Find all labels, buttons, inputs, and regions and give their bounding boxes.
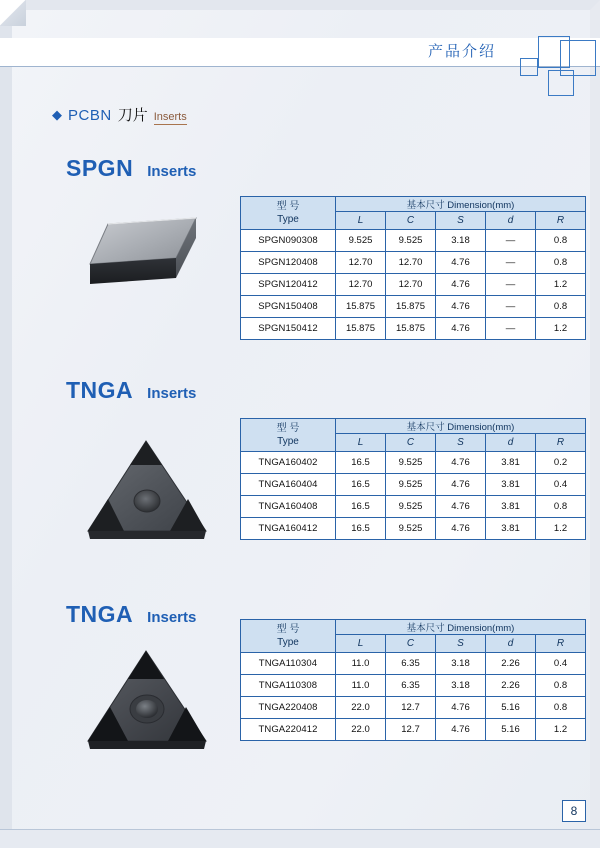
cell-r: 1.2 bbox=[536, 274, 586, 296]
table-row bbox=[241, 496, 586, 518]
spec-table-spgn bbox=[240, 196, 586, 340]
cell-type: TNGA110308 bbox=[241, 675, 336, 697]
cell-c: 6.35 bbox=[386, 675, 436, 697]
cell-r: 0.8 bbox=[536, 675, 586, 697]
cell-d: 2.26 bbox=[486, 653, 536, 675]
cell-s: 4.76 bbox=[436, 318, 486, 340]
decorative-squares bbox=[498, 36, 594, 100]
cell-d: 5.16 bbox=[486, 697, 536, 719]
cell-d: — bbox=[486, 318, 536, 340]
th-type bbox=[241, 197, 336, 230]
cell-r: 1.2 bbox=[536, 318, 586, 340]
cell-s: 4.76 bbox=[436, 719, 486, 741]
cell-l: 16.5 bbox=[336, 452, 386, 474]
cell-c: 15.875 bbox=[386, 296, 436, 318]
cell-s: 3.18 bbox=[436, 230, 486, 252]
cell-l: 12.70 bbox=[336, 252, 386, 274]
th-type-cn: 型 号 bbox=[276, 623, 300, 635]
block-title-tnga-160 bbox=[66, 377, 196, 404]
table-row bbox=[241, 697, 586, 719]
table-row bbox=[241, 474, 586, 496]
cell-d: — bbox=[486, 296, 536, 318]
cell-r: 0.2 bbox=[536, 452, 586, 474]
page-number: 8 bbox=[562, 800, 586, 822]
cell-d: — bbox=[486, 230, 536, 252]
th-col-s: S bbox=[436, 635, 486, 653]
cell-l: 22.0 bbox=[336, 719, 386, 741]
cell-d: 3.81 bbox=[486, 452, 536, 474]
cell-c: 12.70 bbox=[386, 252, 436, 274]
cell-type: SPGN150412 bbox=[241, 318, 336, 340]
cell-r: 1.2 bbox=[536, 719, 586, 741]
cell-l: 12.70 bbox=[336, 274, 386, 296]
table-header-row bbox=[241, 419, 586, 434]
cell-type: SPGN120408 bbox=[241, 252, 336, 274]
cell-d: 3.81 bbox=[486, 496, 536, 518]
cell-type: TNGA160408 bbox=[241, 496, 336, 518]
cell-s: 4.76 bbox=[436, 452, 486, 474]
cell-r: 0.8 bbox=[536, 252, 586, 274]
cell-r: 1.2 bbox=[536, 518, 586, 540]
block-code: TNGA bbox=[66, 601, 134, 627]
cell-r: 0.8 bbox=[536, 230, 586, 252]
table-row bbox=[241, 230, 586, 252]
cell-r: 0.8 bbox=[536, 296, 586, 318]
cell-l: 16.5 bbox=[336, 496, 386, 518]
cell-s: 4.76 bbox=[436, 496, 486, 518]
th-type-en: Type bbox=[277, 637, 299, 648]
cell-type: TNGA220408 bbox=[241, 697, 336, 719]
table-row bbox=[241, 274, 586, 296]
cell-s: 4.76 bbox=[436, 296, 486, 318]
cell-s: 3.18 bbox=[436, 653, 486, 675]
spec-table-tnga-160 bbox=[240, 418, 586, 540]
tnga-triangle-tipped-insert-illustration bbox=[78, 645, 218, 760]
block-suffix: Inserts bbox=[147, 385, 197, 402]
th-type-cn: 型 号 bbox=[276, 422, 300, 434]
cell-c: 15.875 bbox=[386, 318, 436, 340]
cell-s: 4.76 bbox=[436, 518, 486, 540]
cell-s: 4.76 bbox=[436, 274, 486, 296]
spec-table-tnga-110 bbox=[240, 619, 586, 741]
cell-c: 9.525 bbox=[386, 230, 436, 252]
section-label-en: Inserts bbox=[153, 111, 187, 123]
th-col-l: L bbox=[336, 212, 386, 230]
cell-r: 0.4 bbox=[536, 653, 586, 675]
th-col-r: R bbox=[536, 434, 586, 452]
cell-s: 4.76 bbox=[436, 474, 486, 496]
cell-l: 22.0 bbox=[336, 697, 386, 719]
th-dimension: 基本尺寸 Dimension(mm) bbox=[336, 197, 586, 212]
cell-l: 16.5 bbox=[336, 474, 386, 496]
th-col-d: d bbox=[486, 434, 536, 452]
page-corner-fold bbox=[0, 0, 26, 26]
th-col-d: d bbox=[486, 635, 536, 653]
table-row bbox=[241, 518, 586, 540]
th-col-l: L bbox=[336, 434, 386, 452]
block-code: SPGN bbox=[66, 155, 134, 181]
diamond-icon: ◆ bbox=[52, 107, 62, 122]
tnga-triangle-insert-illustration bbox=[78, 435, 218, 550]
section-label: PCBN bbox=[68, 107, 112, 124]
spgn-insert-illustration bbox=[78, 212, 218, 309]
th-col-l: L bbox=[336, 635, 386, 653]
block-suffix: Inserts bbox=[147, 609, 197, 626]
cell-c: 9.525 bbox=[386, 518, 436, 540]
cell-c: 12.70 bbox=[386, 274, 436, 296]
cell-l: 15.875 bbox=[336, 296, 386, 318]
table-row bbox=[241, 252, 586, 274]
block-code: TNGA bbox=[66, 377, 134, 403]
table-row bbox=[241, 675, 586, 697]
cell-d: 5.16 bbox=[486, 719, 536, 741]
cell-type: TNGA160404 bbox=[241, 474, 336, 496]
table-row bbox=[241, 653, 586, 675]
cell-type: TNGA160412 bbox=[241, 518, 336, 540]
cell-type: TNGA110304 bbox=[241, 653, 336, 675]
th-dimension: 基本尺寸 Dimension(mm) bbox=[336, 419, 586, 434]
th-type-en: Type bbox=[277, 436, 299, 447]
cell-type: SPGN090308 bbox=[241, 230, 336, 252]
th-col-c: C bbox=[386, 212, 436, 230]
cell-d: — bbox=[486, 274, 536, 296]
cell-l: 11.0 bbox=[336, 653, 386, 675]
cell-l: 11.0 bbox=[336, 675, 386, 697]
cell-r: 0.8 bbox=[536, 697, 586, 719]
cell-r: 0.4 bbox=[536, 474, 586, 496]
cell-s: 4.76 bbox=[436, 252, 486, 274]
cell-c: 6.35 bbox=[386, 653, 436, 675]
table-header-row bbox=[241, 197, 586, 212]
cell-l: 9.525 bbox=[336, 230, 386, 252]
th-col-c: C bbox=[386, 434, 436, 452]
cell-r: 0.8 bbox=[536, 496, 586, 518]
cell-s: 3.18 bbox=[436, 675, 486, 697]
cell-s: 4.76 bbox=[436, 697, 486, 719]
cell-type: SPGN150408 bbox=[241, 296, 336, 318]
cell-c: 9.525 bbox=[386, 496, 436, 518]
table-row bbox=[241, 296, 586, 318]
th-col-r: R bbox=[536, 635, 586, 653]
th-type-en: Type bbox=[277, 214, 299, 225]
table-header-row bbox=[241, 620, 586, 635]
cell-c: 9.525 bbox=[386, 474, 436, 496]
cell-c: 12.7 bbox=[386, 697, 436, 719]
table-row bbox=[241, 452, 586, 474]
footer-band bbox=[0, 830, 600, 848]
cell-c: 12.7 bbox=[386, 719, 436, 741]
th-col-s: S bbox=[436, 212, 486, 230]
th-col-r: R bbox=[536, 212, 586, 230]
cell-l: 15.875 bbox=[336, 318, 386, 340]
cell-type: TNGA160402 bbox=[241, 452, 336, 474]
section-label-cn: 刀片 bbox=[117, 106, 148, 124]
th-col-s: S bbox=[436, 434, 486, 452]
table-row bbox=[241, 318, 586, 340]
cell-d: 3.81 bbox=[486, 518, 536, 540]
th-type-cn: 型 号 bbox=[276, 200, 300, 212]
th-col-d: d bbox=[486, 212, 536, 230]
table-row bbox=[241, 719, 586, 741]
cell-d: 2.26 bbox=[486, 675, 536, 697]
section-heading bbox=[52, 104, 187, 125]
block-title-tnga-110 bbox=[66, 601, 196, 628]
cell-d: — bbox=[486, 252, 536, 274]
block-suffix: Inserts bbox=[147, 163, 197, 180]
th-type bbox=[241, 620, 336, 653]
cell-type: SPGN120412 bbox=[241, 274, 336, 296]
page-title: 产品介绍 bbox=[427, 42, 496, 60]
cell-type: TNGA220412 bbox=[241, 719, 336, 741]
th-dimension: 基本尺寸 Dimension(mm) bbox=[336, 620, 586, 635]
th-col-c: C bbox=[386, 635, 436, 653]
block-title-spgn bbox=[66, 155, 196, 182]
cell-c: 9.525 bbox=[386, 452, 436, 474]
cell-l: 16.5 bbox=[336, 518, 386, 540]
th-type bbox=[241, 419, 336, 452]
cell-d: 3.81 bbox=[486, 474, 536, 496]
